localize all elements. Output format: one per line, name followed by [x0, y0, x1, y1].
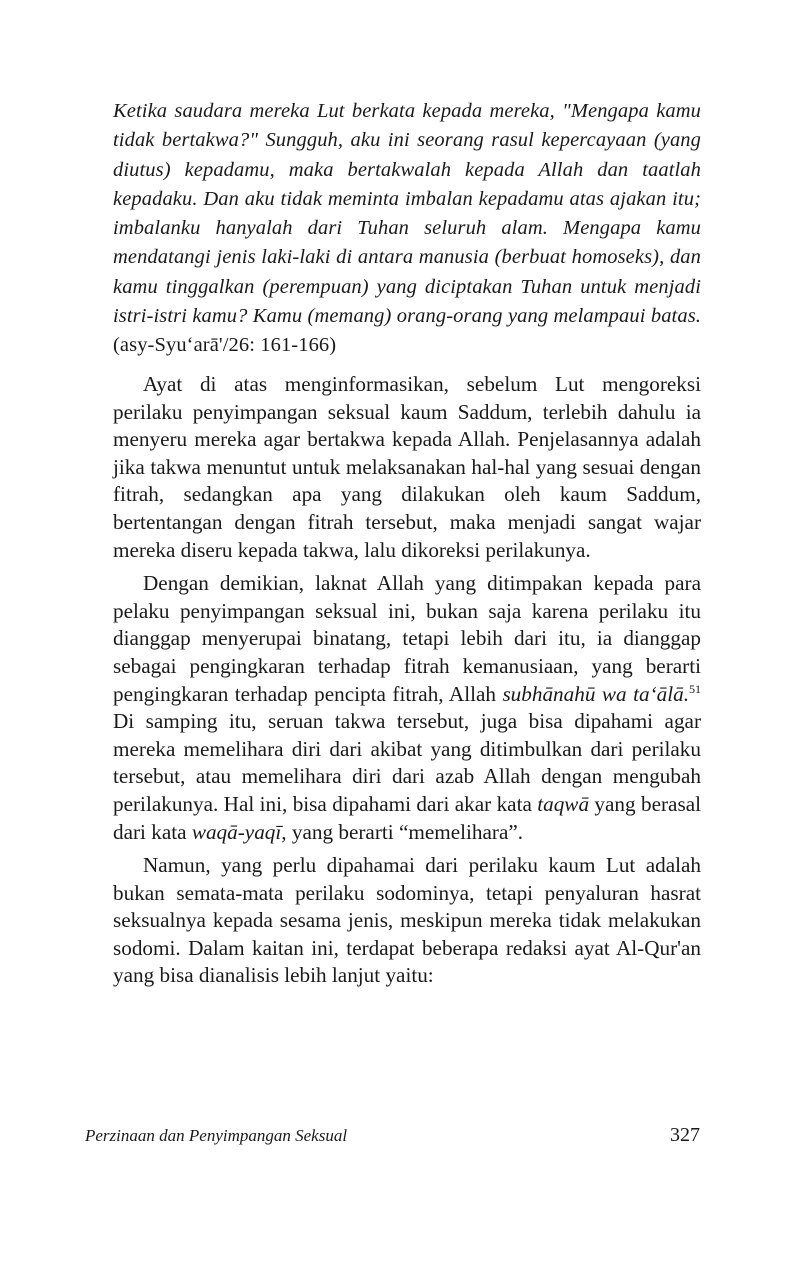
quran-verse-translation — [113, 97, 701, 361]
paragraph-3: Namun, yang perlu dipahamai dari perilaku kaum Lut adalah bukan semata-mata perilaku sodominya, tetapi penyaluran hasrat seksualnya kepada sesama jenis, meskipun mereka tidak melakukan sodomi. Dalam kaitan ini, terdapat beberapa redaksi ayat Al-Qur'an yang bisa dianalisis lebih lanjut yaitu: — [113, 853, 701, 988]
italic-term-waqa-yaqi: waqā-yaqī, — [191, 819, 287, 844]
paragraph-1: Ayat di atas menginformasikan, sebelum Lut mengoreksi perilaku penyimpangan seksual kaum Saddum, terlebih dahulu ia menyeru mereka agar bertakwa kepada Allah. Penjelasannya adalah jika takwa menuntut untuk melaksanakan hal-hal yang sesuai dengan fitrah, sedangkan apa yang dilakukan oleh kaum Saddum, bertentangan dengan fitrah tersebut, maka menjadi sangat wajar mereka diseru kepada takwa, lalu dikoreksi perilakunya. — [113, 372, 701, 562]
verse-text: Ketika saudara mereka Lut berkata kepada mereka, "Mengapa kamu tidak bertakwa?" Sungguh, aku ini seorang rasul kepercayaan (yang diutus) kepadamu, maka bertakwalah kepada Allah dan taatlah kepadaku. Dan aku tidak meminta imbalan kepadamu atas ajakan itu; imbalanku hanyalah dari Tuhan seluruh alam. Mengapa kamu mendatangi jenis laki-laki di antara manusia (berbuat homoseks), dan kamu tinggalkan (perempuan) yang diciptakan Tuhan untuk menjadi istri-istri kamu? Kamu (memang) orang-orang yang melampaui batas. — [113, 100, 701, 328]
paragraph-2-part-d: yang berarti “memelihara”. — [286, 819, 524, 844]
page-footer — [85, 1126, 700, 1156]
italic-term-taqwa: taqwā — [537, 791, 590, 816]
verse-citation: (asy-Syu‘arā'/26: 161-166) — [113, 334, 337, 357]
footnote-marker: 51 — [689, 681, 701, 696]
paragraph-2 — [113, 570, 701, 846]
page-number: 327 — [670, 1124, 700, 1146]
paragraph-2-part-a: Dengan demikian, laknat Allah yang ditimpakan kepada para pelaku penyimpangan seksual ini, bukan saja karena perilaku itu dianggap menyerupai binatang, tetapi lebih dari itu, ia dianggap sebagai pengingkaran terhadap fitrah kemanusiaan, yang berarti pengingkaran terhadap pencipta fitrah, Allah — [113, 571, 701, 706]
paragraph-2-part-c: yang berasal dari kata — [113, 791, 701, 844]
body-text — [113, 371, 701, 996]
paragraph-2-part-b: Di samping itu, seruan takwa tersebut, juga bisa dipahami agar mereka memelihara diri dari akibat yang ditimbulkan dari perilaku tersebut, atau memelihara diri dari azab Allah dengan mengubah perilakunya. Hal ini, bisa dipahami dari akar kata — [113, 709, 701, 816]
running-footer-title: Perzinaan dan Penyimpangan Seksual — [85, 1126, 348, 1145]
italic-term-subhanahu: subhānahū wa ta‘ālā. — [502, 681, 689, 706]
